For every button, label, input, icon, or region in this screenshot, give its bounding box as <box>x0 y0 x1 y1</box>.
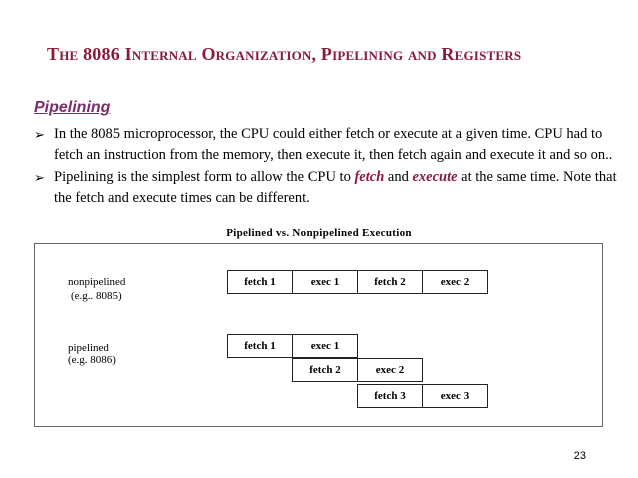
p-cell-exec-1: exec 1 <box>292 334 358 358</box>
execute-emphasis: execute <box>412 169 458 185</box>
p-cell-exec-3: exec 3 <box>422 384 488 408</box>
p-cell-fetch-1: fetch 1 <box>227 334 293 358</box>
pipelined-example: (e.g. 8086) <box>68 354 116 366</box>
p-cell-fetch-3: fetch 3 <box>357 384 423 408</box>
bullet-1-text: In the 8085 microprocessor, the CPU could either fetch or execute at a given time. CPU had to fetch an instruction from the memory, then execute it, then fetch again and execute it and so on.. <box>54 126 613 163</box>
bullet-2-after: at the same time. Note that the fetch and execute times can be different. <box>54 169 617 206</box>
nonpipelined-example: (e.g.. 8085) <box>71 290 122 302</box>
section-heading: Pipelining <box>34 99 111 116</box>
p-cell-fetch-2: fetch 2 <box>292 358 358 382</box>
fetch-emphasis: fetch <box>354 169 385 185</box>
bullet-2 <box>34 167 629 209</box>
bullet-1 <box>34 124 629 166</box>
bullet-2-and: and <box>384 169 413 185</box>
bullet-2-text <box>54 167 629 209</box>
slide-title: The 8086 Internal Organization, Pipelining and Registers <box>47 44 522 64</box>
p-cell-exec-2: exec 2 <box>357 358 423 382</box>
nonpipelined-label: nonpipelined <box>68 276 126 288</box>
np-cell-exec-2: exec 2 <box>422 270 488 294</box>
np-cell-fetch-1: fetch 1 <box>227 270 293 294</box>
bullet-arrow-icon: ➢ <box>34 170 45 185</box>
np-cell-fetch-2: fetch 2 <box>357 270 423 294</box>
pipelined-label: pipelined <box>68 342 109 354</box>
diagram-frame <box>34 243 603 427</box>
page-number: 23 <box>573 450 586 462</box>
bullet-arrow-icon: ➢ <box>34 127 45 142</box>
diagram-title: Pipelined vs. Nonpipelined Execution <box>226 227 412 239</box>
np-cell-exec-1: exec 1 <box>292 270 358 294</box>
bullet-2-before: Pipelining is the simplest form to allow the CPU to <box>54 169 355 185</box>
